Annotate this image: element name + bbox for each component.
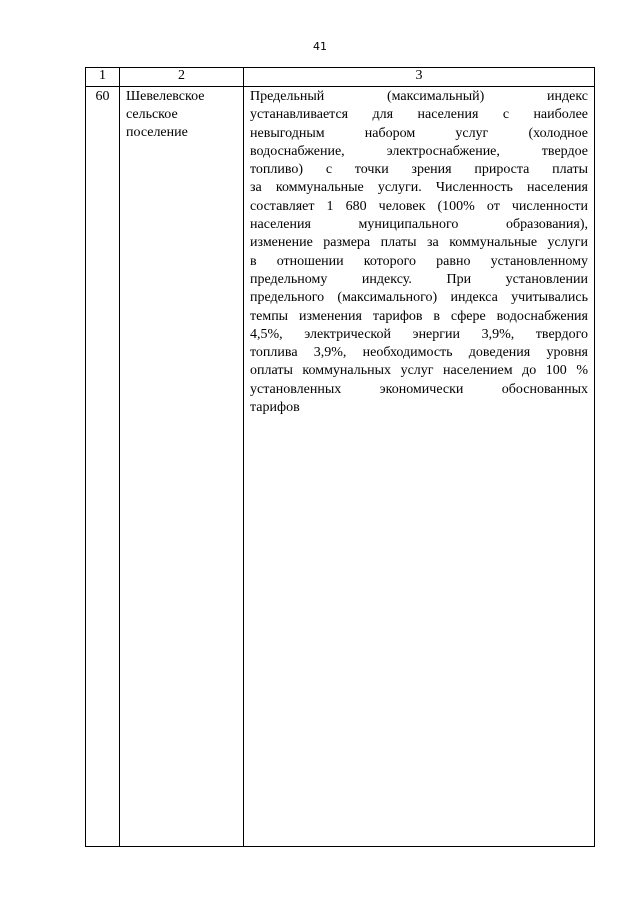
description-line: установленных экономически обоснованных bbox=[250, 381, 588, 397]
tariff-index-table bbox=[85, 67, 595, 847]
column-header-1: 1 bbox=[86, 68, 120, 87]
description-line: за коммунальные услуги. Численность населения bbox=[250, 180, 588, 196]
column-header-3: 3 bbox=[244, 68, 595, 87]
page-number: 41 bbox=[313, 40, 327, 53]
description-line: топлива 3,9%, необходимость доведения уровня bbox=[250, 345, 588, 361]
description-line: предельного (максимального) индекса учитывались bbox=[250, 290, 588, 306]
description-line: устанавливается для населения с наиболее bbox=[250, 107, 588, 123]
index-description bbox=[244, 87, 595, 847]
description-line: тарифов bbox=[250, 400, 300, 416]
table-header-row bbox=[86, 68, 595, 87]
settlement-name bbox=[120, 87, 244, 847]
settlement-name-line: сельское bbox=[126, 107, 178, 122]
description-line: невыгодным набором услуг (холодное bbox=[250, 125, 588, 141]
description-line: оплаты коммунальных услуг населением до 100 % bbox=[250, 363, 588, 379]
column-header-2: 2 bbox=[120, 68, 244, 87]
description-line: 4,5%, электрической энергии 3,9%, твердого bbox=[250, 326, 588, 342]
row-number: 60 bbox=[86, 87, 120, 847]
description-line: изменение размера платы за коммунальные услуги bbox=[250, 235, 588, 251]
description-line: в отношении которого равно установленному bbox=[250, 253, 588, 269]
description-line: Предельный (максимальный) индекс bbox=[250, 89, 588, 104]
description-line: населения муниципального образования), bbox=[250, 217, 588, 233]
table-row bbox=[86, 87, 595, 847]
settlement-name-line: поселение bbox=[126, 125, 188, 140]
description-line: темпы изменения тарифов в сфере водоснабжения bbox=[250, 308, 588, 324]
description-line: составляет 1 680 человек (100% от численности bbox=[250, 198, 588, 214]
description-line: топливо) с точки зрения прироста платы bbox=[250, 162, 588, 178]
description-line: предельному индексу. При установлении bbox=[250, 271, 588, 287]
description-line: водоснабжение, электроснабжение, твердое bbox=[250, 143, 588, 159]
settlement-name-line: Шевелевское bbox=[126, 89, 205, 104]
